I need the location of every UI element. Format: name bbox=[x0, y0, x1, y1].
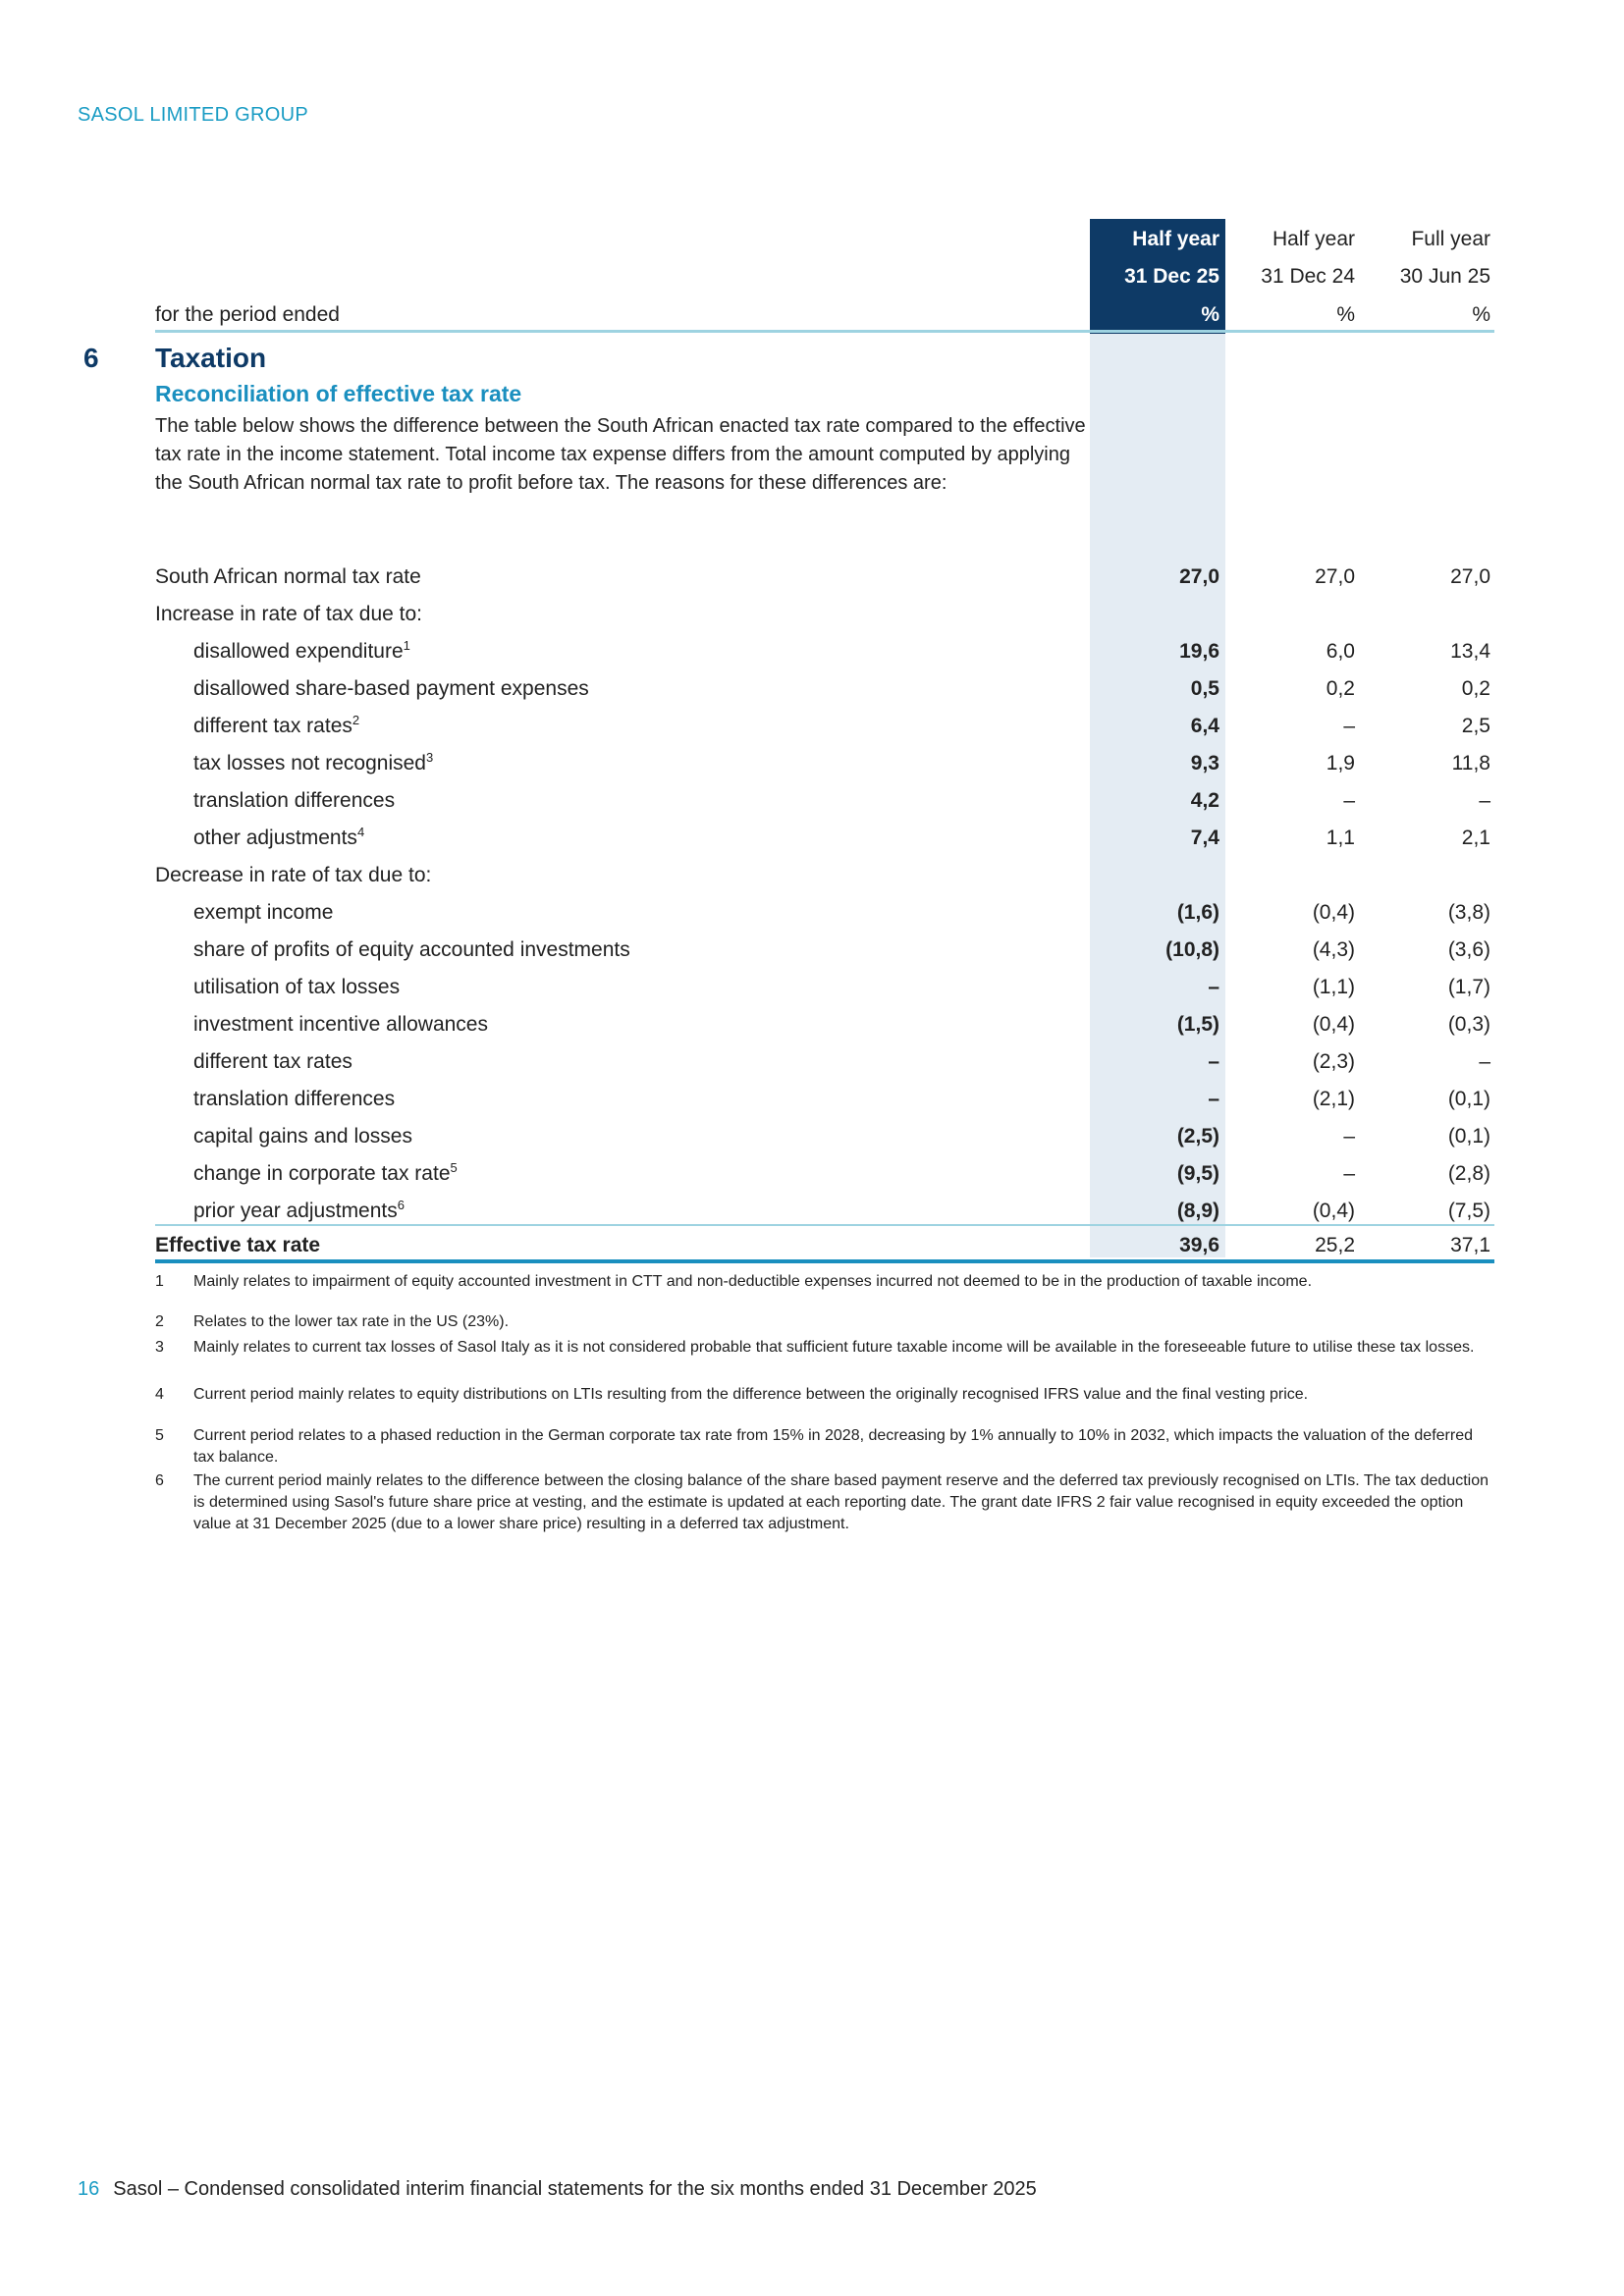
row-value-col3: 13,4 bbox=[1450, 640, 1490, 663]
row-label-text: prior year adjustments bbox=[193, 1200, 398, 1222]
row-label bbox=[193, 745, 433, 782]
row-label bbox=[193, 708, 359, 745]
row-label bbox=[193, 1155, 458, 1193]
row-label-text: Effective tax rate bbox=[155, 1234, 321, 1256]
row-value-col2: 0,2 bbox=[1326, 677, 1355, 700]
row-value-col1: (1,6) bbox=[1176, 901, 1219, 924]
row-value-col2: – bbox=[1343, 1162, 1355, 1185]
page-number: 16 bbox=[78, 2178, 100, 2200]
row-value-col2: – bbox=[1343, 715, 1355, 737]
table-row bbox=[0, 857, 1624, 894]
row-value-col2: (1,1) bbox=[1312, 976, 1355, 998]
row-value-col1: 39,6 bbox=[1179, 1234, 1219, 1256]
footnote-number: 2 bbox=[155, 1313, 164, 1330]
row-value-col2: (0,4) bbox=[1312, 1013, 1355, 1036]
row-value-col2: 1,9 bbox=[1326, 752, 1355, 774]
footnote-number: 4 bbox=[155, 1386, 164, 1403]
row-label-text: tax losses not recognised bbox=[193, 752, 426, 774]
footnote-number: 3 bbox=[155, 1339, 164, 1356]
section-number: 6 bbox=[83, 343, 99, 373]
page-footer bbox=[78, 2178, 1037, 2201]
col1-unit: % bbox=[1201, 303, 1219, 326]
period-label: for the period ended bbox=[155, 303, 340, 326]
row-label bbox=[193, 1006, 488, 1043]
row-label-text: utilisation of tax losses bbox=[193, 976, 401, 998]
row-value-col3: 2,5 bbox=[1461, 715, 1490, 737]
footnote-ref: 1 bbox=[403, 638, 410, 653]
col2-line1: Half year bbox=[1272, 228, 1355, 250]
row-value-col1: – bbox=[1208, 976, 1219, 998]
table-row bbox=[0, 1118, 1624, 1155]
row-value-col1: 4,2 bbox=[1190, 789, 1219, 812]
table-row bbox=[0, 1043, 1624, 1081]
row-value-col3: (7,5) bbox=[1447, 1200, 1490, 1222]
row-label-text: other adjustments bbox=[193, 827, 357, 849]
col2-unit: % bbox=[1336, 303, 1355, 326]
section-title: Taxation bbox=[155, 343, 267, 373]
table-row bbox=[0, 559, 1624, 596]
table-row bbox=[0, 969, 1624, 1006]
footnote-text: Relates to the lower tax rate in the US (23%). bbox=[193, 1313, 510, 1330]
row-value-col2: – bbox=[1343, 789, 1355, 812]
row-value-col3: 2,1 bbox=[1461, 827, 1490, 849]
row-label bbox=[155, 857, 431, 894]
footnote-ref: 4 bbox=[356, 825, 365, 839]
row-label bbox=[193, 1118, 412, 1155]
row-value-col1: (9,5) bbox=[1176, 1162, 1219, 1185]
row-label-text: investment incentive allowances bbox=[193, 1013, 488, 1036]
row-value-col3: 11,8 bbox=[1451, 752, 1490, 774]
footnote-text: The current period mainly relates to the difference between the closing balance of the share based payment reserve and the deferred tax previously recognised on LTIs. The tax deduction is determined using Sasol's future share price at vesting, and the estimate is updated at each reporting date. The grant date IFRS 2 fair value recognised in equity exceeded the option value at 31 December 2025 (due to a lower share price) resulting in a deferred tax adjustment. bbox=[193, 1472, 1489, 1532]
table-row bbox=[0, 670, 1624, 708]
row-value-col3: (3,8) bbox=[1447, 901, 1490, 924]
table-row bbox=[0, 1006, 1624, 1043]
row-value-col2: (2,3) bbox=[1312, 1050, 1355, 1073]
table-row bbox=[0, 820, 1624, 857]
row-label bbox=[193, 932, 630, 969]
row-value-col3: 27,0 bbox=[1450, 565, 1490, 588]
row-label bbox=[155, 596, 422, 633]
brand-header: SASOL LIMITED GROUP bbox=[78, 104, 309, 126]
table-row bbox=[0, 894, 1624, 932]
table-row bbox=[0, 708, 1624, 745]
footnote-ref: 3 bbox=[425, 750, 434, 765]
row-value-col3: (0,1) bbox=[1447, 1125, 1490, 1148]
row-label-text: translation differences bbox=[193, 1088, 396, 1110]
row-value-col1: (2,5) bbox=[1176, 1125, 1219, 1148]
table-row bbox=[0, 1155, 1624, 1193]
col2-line2: 31 Dec 24 bbox=[1261, 265, 1355, 288]
table-row bbox=[0, 782, 1624, 820]
row-label bbox=[193, 1043, 352, 1081]
row-value-col1: (10,8) bbox=[1165, 938, 1219, 961]
col3-line2: 30 Jun 25 bbox=[1399, 265, 1490, 288]
footnote-ref: 5 bbox=[450, 1160, 458, 1175]
row-value-col3: – bbox=[1479, 789, 1490, 812]
row-value-col2: 6,0 bbox=[1326, 640, 1355, 663]
row-value-col3: (0,1) bbox=[1447, 1088, 1490, 1110]
row-label-text: exempt income bbox=[193, 901, 334, 924]
section-intro: The table below shows the difference between the South African enacted tax rate compared to the effective tax rate in the income statement. Total income tax expense differs from the amount computed by applying the South African normal tax rate to profit before tax. The reasons for these differences are: bbox=[155, 415, 1086, 494]
section-subtitle: Reconciliation of effective tax rate bbox=[155, 381, 522, 406]
row-label bbox=[155, 559, 421, 596]
table-row bbox=[0, 1081, 1624, 1118]
row-label-text: translation differences bbox=[193, 789, 396, 812]
row-label-text: Increase in rate of tax due to: bbox=[155, 603, 422, 625]
row-value-col2: (4,3) bbox=[1312, 938, 1355, 961]
row-label-text: capital gains and losses bbox=[193, 1125, 412, 1148]
effective-rate-bottom-rule bbox=[155, 1259, 1494, 1263]
row-label bbox=[193, 1081, 395, 1118]
row-value-col2: 25,2 bbox=[1315, 1234, 1355, 1256]
col3-unit: % bbox=[1472, 303, 1490, 326]
row-label bbox=[193, 969, 400, 1006]
row-value-col2: 1,1 bbox=[1326, 827, 1355, 849]
row-value-col3: (3,6) bbox=[1447, 938, 1490, 961]
footnote-number: 6 bbox=[155, 1472, 164, 1489]
footnote-text: Mainly relates to current tax losses of Sasol Italy as it is not considered probable that sufficient future taxable income will be available in the foreseeable future to utilise these tax losses. bbox=[193, 1339, 1475, 1356]
row-value-col1: 0,5 bbox=[1190, 677, 1219, 700]
row-value-col1: 7,4 bbox=[1190, 827, 1219, 849]
table-row bbox=[0, 745, 1624, 782]
footnote-text: Current period mainly relates to equity distributions on LTIs resulting from the difference between the originally recognised IFRS value and the final vesting price. bbox=[193, 1386, 1309, 1403]
row-value-col3: 37,1 bbox=[1450, 1234, 1490, 1256]
row-value-col1: 27,0 bbox=[1179, 565, 1219, 588]
row-label bbox=[193, 782, 395, 820]
table-row bbox=[0, 633, 1624, 670]
footnote-ref: 6 bbox=[397, 1198, 405, 1212]
col1-line1: Half year bbox=[1132, 228, 1219, 250]
effective-rate-top-rule bbox=[155, 1224, 1494, 1226]
row-label-text: different tax rates bbox=[193, 1050, 352, 1073]
table-row bbox=[0, 932, 1624, 969]
row-label-text: different tax rates bbox=[193, 715, 352, 737]
row-label bbox=[193, 894, 333, 932]
footnote-text: Current period relates to a phased reduction in the German corporate tax rate from 15% in 2028, decreasing by 1% annually to 10% in 2032, which impacts the valuation of the deferred tax balance. bbox=[193, 1427, 1473, 1466]
row-label bbox=[193, 670, 589, 708]
row-value-col2: (2,1) bbox=[1312, 1088, 1355, 1110]
header-divider bbox=[155, 330, 1494, 333]
row-label-text: share of profits of equity accounted investments bbox=[193, 938, 630, 961]
row-value-col3: (1,7) bbox=[1447, 976, 1490, 998]
row-value-col2: (0,4) bbox=[1312, 901, 1355, 924]
footnote-ref: 2 bbox=[352, 713, 360, 727]
row-value-col1: – bbox=[1208, 1088, 1219, 1110]
footer-text: Sasol – Condensed consolidated interim financial statements for the six months ended 31 December 2025 bbox=[113, 2178, 1037, 2200]
row-value-col2: – bbox=[1343, 1125, 1355, 1148]
row-label-text: Decrease in rate of tax due to: bbox=[155, 864, 432, 886]
row-value-col3: – bbox=[1479, 1050, 1490, 1073]
row-value-col1: 9,3 bbox=[1190, 752, 1219, 774]
row-value-col3: 0,2 bbox=[1461, 677, 1490, 700]
row-label bbox=[193, 633, 410, 670]
row-label-text: change in corporate tax rate bbox=[193, 1162, 451, 1185]
table-row bbox=[0, 596, 1624, 633]
row-value-col2: 27,0 bbox=[1315, 565, 1355, 588]
col3-line1: Full year bbox=[1411, 228, 1490, 250]
row-value-col1: – bbox=[1208, 1050, 1219, 1073]
row-label bbox=[193, 820, 364, 857]
footnote-number: 5 bbox=[155, 1427, 164, 1444]
footnote-text: Mainly relates to impairment of equity accounted investment in CTT and non-deductible expenses incurred not deemed to be in the production of taxable income. bbox=[193, 1273, 1313, 1290]
row-value-col3: (0,3) bbox=[1447, 1013, 1490, 1036]
footnote-number: 1 bbox=[155, 1273, 164, 1290]
row-value-col1: 6,4 bbox=[1190, 715, 1219, 737]
row-label-text: South African normal tax rate bbox=[155, 565, 421, 588]
row-label-text: disallowed share-based payment expenses bbox=[193, 677, 589, 700]
row-value-col1: 19,6 bbox=[1179, 640, 1219, 663]
col1-line2: 31 Dec 25 bbox=[1124, 265, 1219, 288]
row-label-text: disallowed expenditure bbox=[193, 640, 404, 663]
row-value-col3: (2,8) bbox=[1447, 1162, 1490, 1185]
row-value-col1: (8,9) bbox=[1176, 1200, 1219, 1222]
row-value-col2: (0,4) bbox=[1312, 1200, 1355, 1222]
row-value-col1: (1,5) bbox=[1176, 1013, 1219, 1036]
